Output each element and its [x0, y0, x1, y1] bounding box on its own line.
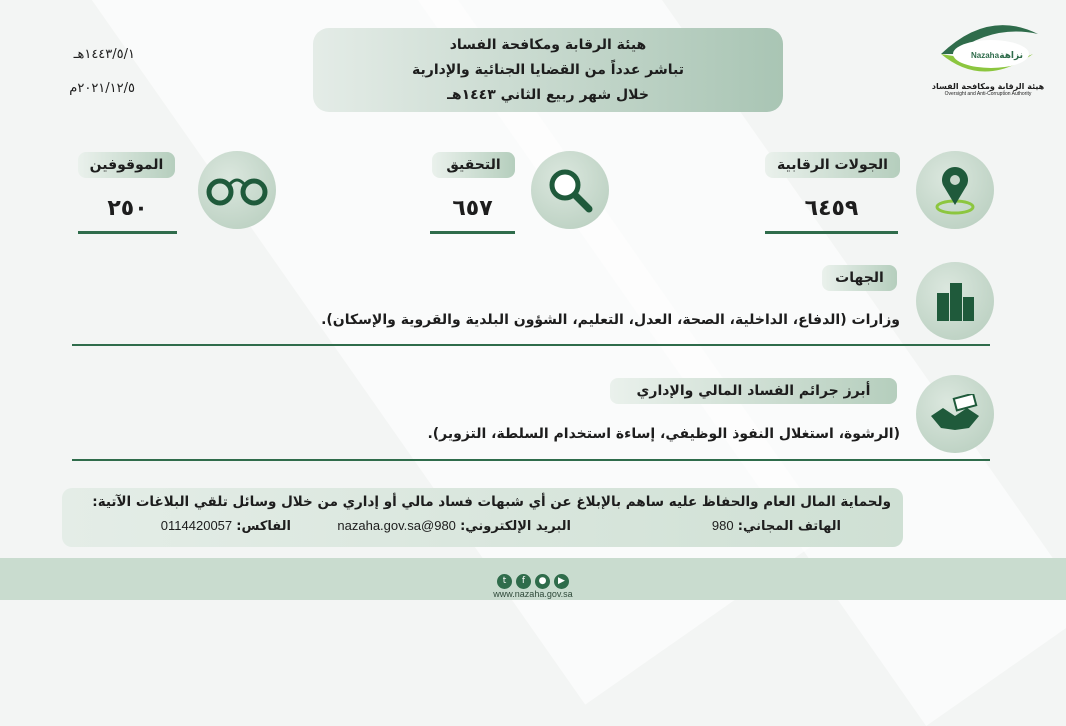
nazaha-eye-logo-icon: [933, 14, 1043, 78]
buildings-icon: [916, 262, 994, 340]
logo-name-en: Nazaha: [971, 51, 1000, 60]
section-title: أبرز جرائم الفساد المالي والإداري: [610, 378, 897, 404]
contact-intro: ولحماية المال العام والحفاظ عليه ساهم بالإبلاغ عن أي شبهات فساد مالي أو إداري من خلال وسائل تلقي البلاغات الآتية:: [92, 494, 891, 510]
divider: [765, 231, 898, 234]
date-hijri: ١٤٤٣/٥/١هـ: [73, 47, 135, 62]
divider: [430, 231, 515, 234]
facebook-icon[interactable]: f: [516, 574, 531, 589]
location-pin-icon: [916, 151, 994, 229]
handcuffs-icon: [198, 151, 276, 229]
divider: [78, 231, 177, 234]
website-link[interactable]: www.nazaha.gov.sa: [493, 588, 573, 599]
stat-value: ٦٥٧: [452, 196, 493, 221]
twitter-icon[interactable]: t: [497, 574, 512, 589]
magnifier-icon: [531, 151, 609, 229]
section-title: الجهات: [822, 265, 897, 291]
divider: [72, 459, 990, 461]
youtube-icon[interactable]: ▶: [554, 574, 569, 589]
stat-value: ٦٤٥٩: [804, 196, 859, 221]
email-value[interactable]: 980@nazaha.gov.sa: [337, 518, 456, 533]
fax-value: 0114420057: [160, 518, 233, 533]
title-line: تباشر عدداً من القضايا الجنائية والإدارية: [412, 62, 684, 78]
title-line: هيئة الرقابة ومكافحة الفساد: [449, 37, 647, 53]
contact-box: [62, 488, 903, 547]
section-text: وزارات (الدفاع، الداخلية، الصحة، العدل، التعليم، الشؤون البلدية والقروية والإسكان).: [321, 312, 900, 328]
logo: [928, 14, 1048, 114]
logo-org-en: Oversight and Anti-Corruption Authority: [944, 91, 1032, 97]
stat-value: ٢٥٠: [107, 196, 148, 221]
logo-name-ar: نزاهة: [999, 51, 1023, 61]
section-text: (الرشوة، استغلال النفوذ الوظيفي، إساءة استخدام السلطة، التزوير).: [427, 426, 900, 442]
stat-label: التحقيق: [432, 152, 515, 178]
dates: [30, 38, 135, 106]
footer-strip: [0, 558, 1066, 600]
title-line: خلال شهر ربيع الثاني ١٤٤٣هـ: [447, 87, 649, 103]
snapchat-icon[interactable]: ●: [535, 574, 550, 589]
stat-label: الجولات الرقابية: [765, 152, 900, 178]
divider: [72, 344, 990, 346]
phone-label: الهاتف المجاني:: [737, 519, 841, 534]
stat-label: الموقوفين: [78, 152, 175, 178]
phone-value[interactable]: 980: [711, 518, 734, 533]
date-gregorian: ٢٠٢١/١٢/٥م: [69, 81, 135, 96]
email-label: البريد الإلكتروني:: [460, 519, 571, 534]
logo-org-ar: هيئة الرقابة ومكافحة الفساد: [931, 82, 1045, 91]
fax-label: الفاكس:: [236, 519, 291, 534]
title-box: [313, 28, 783, 112]
handshake-money-icon: [916, 375, 994, 453]
